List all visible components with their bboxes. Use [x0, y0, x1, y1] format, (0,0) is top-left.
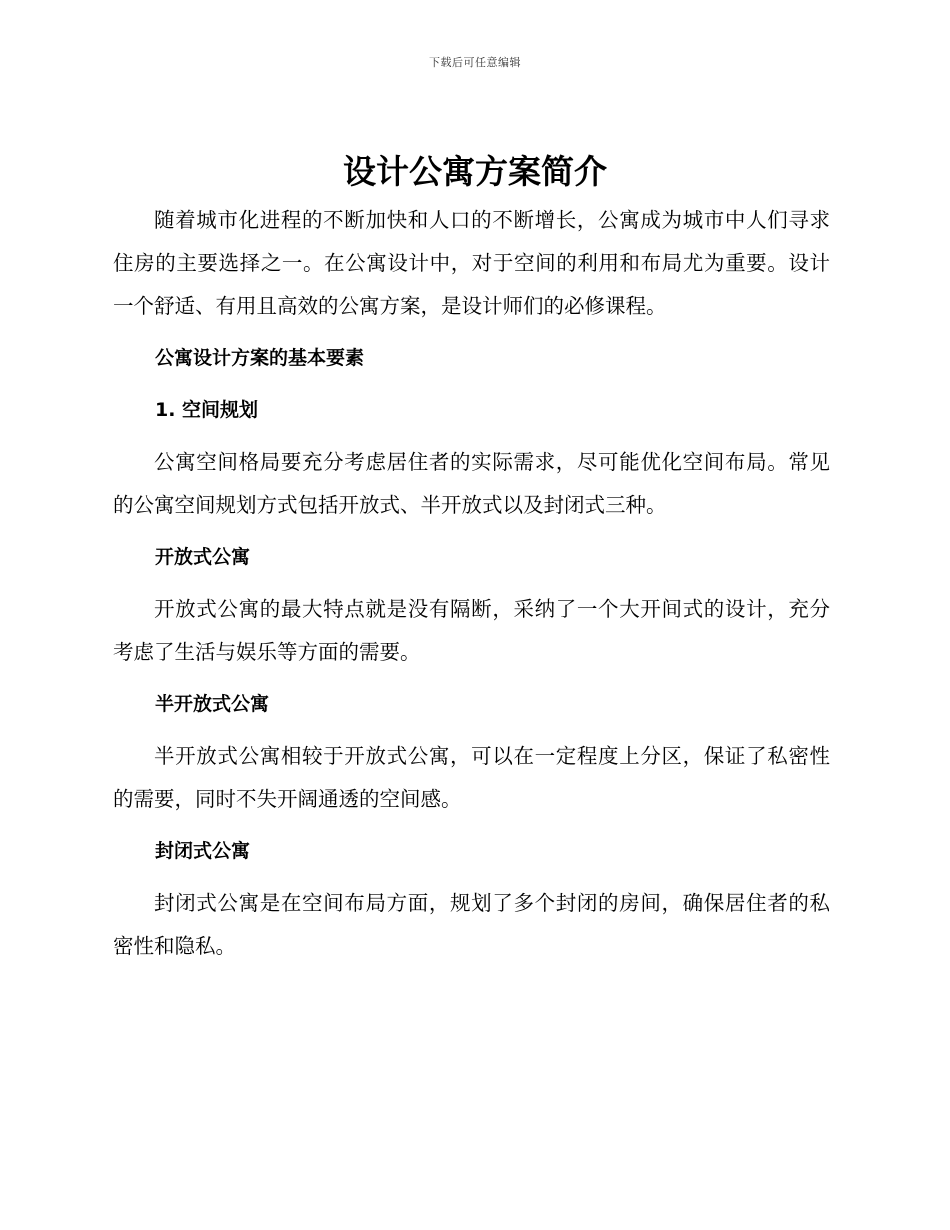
subsection-heading-space-planning: 1. 空间规划	[155, 399, 259, 421]
section-heading-basic-elements: 公寓设计方案的基本要素	[155, 347, 365, 369]
semi-open-apartment-paragraph: 半开放式公寓相较于开放式公寓，可以在一定程度上分区，保证了私密性的需要，同时不失开阔通透的空间感。	[113, 744, 830, 811]
page-header-note: 下载后可任意编辑	[429, 56, 521, 69]
heading-semi-open-apartment: 半开放式公寓	[155, 693, 270, 715]
intro-paragraph: 随着城市化进程的不断加快和人口的不断增长，公寓成为城市中人们寻求住房的主要选择之一。在公寓设计中，对于空间的利用和布局尤为重要。设计一个舒适、有用且高效的公寓方案，是设计师们的必修课程。	[113, 208, 830, 318]
heading-open-apartment: 开放式公寓	[155, 546, 251, 568]
heading-closed-apartment: 封闭式公寓	[155, 840, 251, 862]
document-body	[113, 199, 830, 968]
open-apartment-paragraph: 开放式公寓的最大特点就是没有隔断，采纳了一个大开间式的设计，充分考虑了生活与娱乐等方面的需要。	[113, 597, 830, 664]
closed-apartment-paragraph: 封闭式公寓是在空间布局方面，规划了多个封闭的房间，确保居住者的私密性和隐私。	[113, 891, 830, 958]
document-title: 设计公寓方案简介	[343, 152, 607, 191]
space-planning-paragraph: 公寓空间格局要充分考虑居住者的实际需求，尽可能优化空间布局。常见的公寓空间规划方式包括开放式、半开放式以及封闭式三种。	[113, 450, 830, 517]
